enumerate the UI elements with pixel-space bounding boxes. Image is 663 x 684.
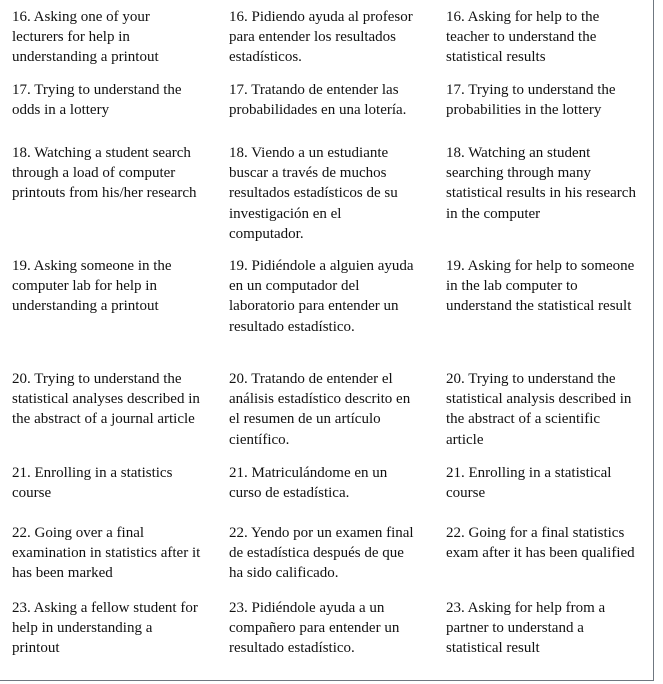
text-line: 17. Trying to understand the <box>446 82 616 98</box>
text-line: printout <box>12 640 60 657</box>
text-line: in the lab computer to <box>446 278 578 295</box>
text-line: estadísticos. <box>229 49 302 66</box>
text-line: statistical results in his research <box>446 185 636 202</box>
text-line: in the computer <box>446 205 541 222</box>
text-line: printouts from his/her research <box>12 185 197 202</box>
text-line: understanding a printout <box>12 298 159 315</box>
text-line: computador. <box>229 225 304 242</box>
text-line: course <box>446 485 486 502</box>
text-line: statistical results <box>446 49 546 66</box>
text-line: probabilidades en una lotería. <box>229 102 407 119</box>
text-line: 21. Enrolling in a statistics <box>12 465 173 481</box>
text-line: curso de estadística. <box>229 485 350 502</box>
text-line: el resumen de un artículo <box>229 411 381 428</box>
text-line: searching through many <box>446 165 591 182</box>
cell-item-22-english-original <box>12 523 200 584</box>
text-line: 20. Tratando de entender el <box>229 371 393 387</box>
text-line: 18. Viendo a un estudiante <box>229 145 389 161</box>
text-line: científico. <box>229 431 290 448</box>
text-line: through a load of computer <box>12 165 176 182</box>
text-line: exam after it has been qualified <box>446 545 635 562</box>
cell-item-23-english-original <box>12 598 198 659</box>
cell-item-18-english-original <box>12 143 197 204</box>
cell-item-16-spanish <box>229 7 413 68</box>
text-line: teacher to understand the <box>446 29 597 46</box>
text-line: 22. Yendo por un examen final <box>229 525 414 541</box>
text-line: resultados estadísticos de su <box>229 185 398 202</box>
text-line: 22. Going for a final statistics <box>446 525 625 541</box>
cell-item-17-spanish <box>229 80 406 120</box>
text-line: 20. Trying to understand the <box>12 371 182 387</box>
text-line: 19. Asking someone in the <box>12 258 172 274</box>
text-line: 18. Watching an student <box>446 145 591 161</box>
cell-item-20-english-back <box>446 369 631 450</box>
text-line: resultado estadístico. <box>229 318 355 335</box>
text-line: has been marked <box>12 565 113 582</box>
cell-item-21-spanish <box>229 463 387 503</box>
text-line: 20. Trying to understand the <box>446 371 616 387</box>
text-line: ha sido calificado. <box>229 565 339 582</box>
text-line: 22. Going over a final <box>12 525 145 541</box>
text-line: statistical analyses described in <box>12 391 200 408</box>
text-line: article <box>446 431 484 448</box>
text-line: 19. Pidiéndole a alguien ayuda <box>229 258 414 274</box>
cell-item-16-english-original <box>12 7 159 68</box>
cell-item-22-spanish <box>229 523 414 584</box>
text-line: para entender los resultados <box>229 29 397 46</box>
text-line: análisis estadístico descrito en <box>229 391 411 408</box>
text-line: the abstract of a journal article <box>12 411 195 428</box>
text-line: 16. Asking for help to the <box>446 9 600 25</box>
cell-item-22-english-back <box>446 523 635 563</box>
cell-item-19-english-original <box>12 256 172 317</box>
text-line: 23. Asking for help from a <box>446 600 606 616</box>
cell-item-16-english-back <box>446 7 599 68</box>
cell-item-19-english-back <box>446 256 634 317</box>
text-line: 23. Pidiéndole ayuda a un <box>229 600 385 616</box>
text-line: compañero para entender un <box>229 620 400 637</box>
cell-item-23-english-back <box>446 598 605 659</box>
cell-item-18-english-back <box>446 143 636 224</box>
text-line: understanding a printout <box>12 49 159 66</box>
text-line: 16. Pidiendo ayuda al profesor <box>229 9 413 25</box>
text-line: 23. Asking a fellow student for <box>12 600 198 616</box>
cell-item-19-spanish <box>229 256 414 337</box>
text-line: 17. Trying to understand the <box>12 82 182 98</box>
text-line: 21. Enrolling in a statistical <box>446 465 612 481</box>
text-line: odds in a lottery <box>12 102 110 119</box>
text-line: the abstract of a scientific <box>446 411 601 428</box>
text-line: computer lab for help in <box>12 278 157 295</box>
text-line: lecturers for help in <box>12 29 130 46</box>
text-line: buscar a través de muchos <box>229 165 387 182</box>
text-line: help in understanding a <box>12 620 153 637</box>
text-line: resultado estadístico. <box>229 640 355 657</box>
text-line: laboratorio para entender un <box>229 298 399 315</box>
text-line: examination in statistics after it <box>12 545 201 562</box>
cell-item-21-english-back <box>446 463 611 503</box>
cell-item-20-spanish <box>229 369 410 450</box>
cell-item-21-english-original <box>12 463 172 503</box>
text-line: statistical result <box>446 640 540 657</box>
text-line: course <box>12 485 52 502</box>
text-line: 19. Asking for help to someone <box>446 258 635 274</box>
text-line: investigación en el <box>229 205 342 222</box>
cell-item-17-english-back <box>446 80 616 120</box>
cell-item-20-english-original <box>12 369 200 430</box>
text-line: partner to understand a <box>446 620 584 637</box>
text-line: 21. Matriculándome en un <box>229 465 388 481</box>
text-line: en un computador del <box>229 278 360 295</box>
text-line: understand the statistical result <box>446 298 632 315</box>
cell-item-23-spanish <box>229 598 399 659</box>
text-line: statistical analysis described in <box>446 391 632 408</box>
text-line: probabilities in the lottery <box>446 102 602 119</box>
text-line: 16. Asking one of your <box>12 9 150 25</box>
text-line: 17. Tratando de entender las <box>229 82 399 98</box>
cell-item-17-english-original <box>12 80 182 120</box>
cell-item-18-spanish <box>229 143 398 244</box>
text-line: 18. Watching a student search <box>12 145 191 161</box>
text-line: de estadística después de que <box>229 545 404 562</box>
